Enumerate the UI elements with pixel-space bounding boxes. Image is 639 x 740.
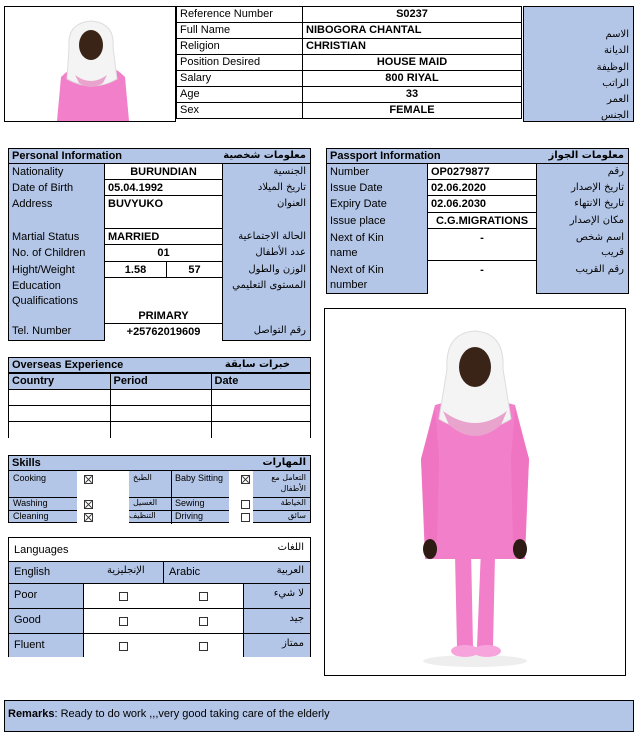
education-value: PRIMARY [105,278,222,324]
passport-number-label: Number [330,166,370,178]
overseas-title-ar: خبرات سابقة [224,359,290,370]
tel-ar: رقم التواصل [253,325,306,336]
salary-label: Salary [177,71,303,87]
passport-number-value: OP0279877 [428,164,536,180]
marital-label: Martial Status [12,231,80,243]
skill-cleaning-ar: التنظيف [129,511,156,520]
children-ar: عدد الأطفال [255,247,306,258]
arabic-good-checkbox[interactable] [199,617,208,626]
overseas-table [9,373,310,438]
header-info-table [176,6,522,119]
passport-info-section [326,148,629,294]
overseas-col-country: Country [9,374,110,390]
remarks-label: Remarks [8,708,55,720]
skills-title: Skills [12,457,41,469]
kin-number-label2: number [330,279,368,291]
expiry-date-label: Expiry Date [330,198,387,210]
nationality-label: Nationality [12,166,64,178]
issue-date-label: Issue Date [330,182,383,194]
marital-value: MARRIED [105,229,222,245]
position-value: HOUSE MAID [303,55,522,71]
skill-cooking-label: Cooking [13,473,47,483]
age-value: 33 [303,87,522,103]
weight-value: 57 [188,264,201,276]
education-label: Education [12,280,61,292]
header-arabic-column [523,6,634,122]
personal-title-ar: معلومات شخصية [223,150,306,161]
address-value: BUVYUKO [105,196,222,229]
kin-name-ar2: قريب [601,247,624,258]
marital-ar: الحالة الاجتماعية [238,231,306,242]
hw-ar: الوزن والطول [248,264,306,275]
skill-cooking-ar: الطبخ [133,473,152,482]
kin-number-value: - [480,264,484,276]
issue-place-value: C.G.MIGRATIONS [428,213,536,229]
skill-driving-checkbox[interactable] [241,513,250,522]
age-label: Age [177,87,303,103]
lang-english-label: English [14,566,51,578]
sex-ar: الجنس [600,110,629,122]
skill-cooking-checkbox[interactable] [84,475,93,484]
level-good-label: Good [14,614,41,626]
expiry-date-ar: تاريخ الانتهاء [574,198,624,209]
level-fluent-ar: ممتاز [281,638,304,649]
lang-english-ar: الإنجليزية [107,565,145,576]
english-poor-checkbox[interactable] [119,592,128,601]
passport-number-ar: رقم [607,166,624,177]
kin-name-ar1: اسم شخص [575,232,624,243]
skill-driving-ar: سائق [287,511,306,520]
languages-title: Languages [14,544,69,556]
skill-washing-checkbox[interactable] [84,500,93,509]
dob-ar: تاريخ الميلاد [257,182,306,193]
ref-value: S0237 [303,7,522,23]
skill-sewing-ar: الخياطة [280,498,306,507]
issue-place-label: Issue place [330,215,386,227]
skill-driving-label: Driving [175,511,204,521]
tel-label: Tel. Number [12,325,72,337]
full-body-photo [325,309,625,675]
skill-washing-ar: الغسيل [133,498,158,507]
overseas-title: Overseas Experience [12,359,124,371]
level-good-ar: جيد [289,613,304,624]
height-value: 1.58 [105,262,167,277]
lang-arabic-label: Arabic [169,566,201,578]
salary-value: 800 RIYAL [303,71,522,87]
skill-babysitting-label: Baby Sitting [175,473,224,483]
personal-title: Personal Information [12,150,123,162]
skills-section [8,455,311,523]
portrait-photo-frame [4,6,176,122]
dob-value: 05.04.1992 [105,180,222,196]
level-poor-label: Poor [14,589,38,601]
age-ar: العمر [607,94,629,106]
dob-label: Date of Birth [12,182,74,194]
religion-ar: الديانة [603,45,629,57]
sex-label: Sex [177,103,303,119]
skill-sewing-checkbox[interactable] [241,500,250,509]
children-label: No. of Children [12,247,86,259]
religion-value: CHRISTIAN [303,39,522,55]
remarks-text: : Ready to do work ,,,very good taking care of the elderly [54,708,330,720]
remarks-bar [4,700,634,732]
salary-ar: الراتب [602,77,629,89]
passport-title-ar: معلومات الجواز [548,150,624,161]
skill-babysitting-checkbox[interactable] [241,475,250,484]
expiry-date-value: 02.06.2030 [428,196,536,213]
address-label: Address [12,198,53,210]
skill-babysitting-ar2: الأطفال [280,484,306,493]
full-body-photo-frame [324,308,626,676]
address-ar: العنوان [277,198,306,209]
skill-washing-label: Washing [13,498,48,508]
personal-info-section [8,148,311,341]
passport-title: Passport Information [330,150,441,162]
sex-value: FEMALE [303,103,522,119]
position-ar: الوظيفة [596,61,629,73]
name-ar: الاسم [605,29,629,40]
skill-cleaning-checkbox[interactable] [84,513,93,522]
portrait-photo [5,7,175,121]
kin-name-label1: Next of Kin [330,232,384,244]
overseas-col-period: Period [110,374,211,390]
level-fluent-label: Fluent [14,639,45,651]
level-poor-ar: لا شيء [273,588,304,599]
kin-number-label1: Next of Kin [330,264,384,276]
tel-value: +25762019609 [126,326,201,338]
issue-date-value: 02.06.2020 [428,180,536,196]
education-ar: المستوى التعليمي [232,280,306,291]
name-label: Full Name [177,23,303,39]
arabic-fluent-checkbox[interactable] [199,642,208,651]
skill-sewing-label: Sewing [175,498,205,508]
issue-place-ar: مكان الإصدار [569,215,624,226]
skills-title-ar: المهارات [262,457,306,468]
nationality-ar: الجنسية [273,166,306,177]
skill-cleaning-label: Cleaning [13,511,49,521]
languages-title-ar: اللغات [277,542,304,553]
qualifications-label: Qualifications [12,295,79,307]
kin-number-ar: رقم القريب [575,264,624,275]
kin-name-value: - [428,229,536,261]
ref-label: Reference Number [177,7,303,23]
children-value: 01 [105,245,222,262]
languages-section [8,537,311,657]
issue-date-ar: تاريخ الإصدار [571,182,624,193]
religion-label: Religion [177,39,303,55]
skill-babysitting-ar1: التعامل مع [271,473,306,482]
position-label: Position Desired [177,55,303,71]
english-good-checkbox[interactable] [119,617,128,626]
kin-name-label2: name [330,247,358,259]
arabic-poor-checkbox[interactable] [199,592,208,601]
english-fluent-checkbox[interactable] [119,642,128,651]
overseas-col-date: Date [211,374,310,390]
nationality-value: BURUNDIAN [105,164,222,180]
name-value: NIBOGORA CHANTAL [303,23,522,39]
lang-arabic-ar: العربية [276,565,304,576]
hw-label: Hight/Weight [12,264,75,276]
overseas-section [8,357,311,438]
